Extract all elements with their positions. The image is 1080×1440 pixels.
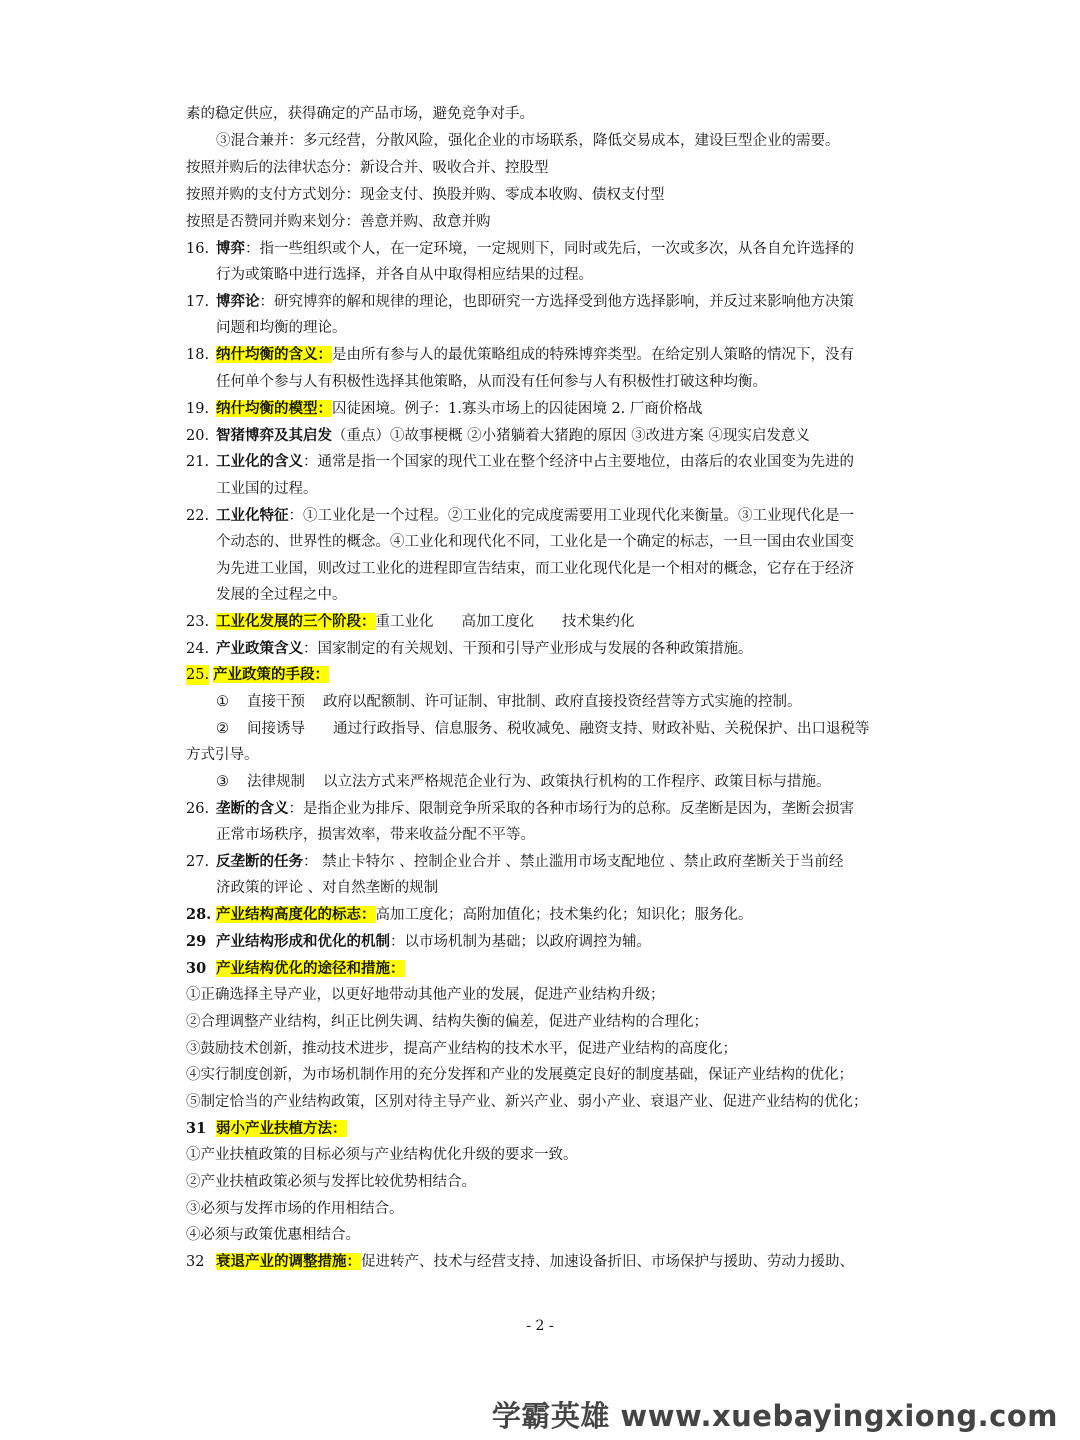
item-20: 20. 智猪博弈及其启发（重点）①故事梗概 ②小猪躺着大猪跑的原因 ③改进方案 ④现实启发意义 — [186, 427, 810, 444]
item-25-method: ① 直接干预 政府以配额制、许可证制、审批制、政府直接投资经营等方式实施的控制。 — [216, 694, 802, 710]
list-item: ④必须与政策优惠相结合。 — [186, 1227, 360, 1243]
item-31: 31 弱小产业扶植方法： — [186, 1120, 347, 1137]
highlighted-term: 工业化发展的三个阶段： — [216, 613, 376, 630]
item-26: 26. 垄断的含义：是指企业为排斥、限制竞争所采取的各种市场行为的总称。反垄断是因为，垄断会损害 — [186, 800, 854, 817]
item-17-cont: 问题和均衡的理论。 — [216, 320, 347, 336]
item-21-cont: 工业国的过程。 — [216, 481, 318, 497]
site-watermark: 学霸英雄 www.xuebayingxiong.com — [491, 1399, 1058, 1433]
list-item: ⑤制定恰当的产业结构政策，区别对待主导产业、新兴产业、弱小产业、衰退产业、促进产业结构的优化； — [186, 1094, 868, 1110]
item-24: 24. 产业政策含义：国家制定的有关规划、干预和引导产业形成与发展的各种政策措施。 — [186, 640, 753, 657]
item-18-cont: 任何单个参与人有积极性选择其他策略，从而没有任何参与人有积极性打破这种均衡。 — [216, 374, 767, 390]
term: 产业政策含义 — [216, 640, 303, 657]
highlighted-term: 产业结构高度化的标志： — [216, 906, 376, 923]
list-item: ③鼓励技术创新，推动技术进步，提高产业结构的技术水平，促进产业结构的高度化； — [186, 1041, 737, 1057]
item-22-cont: 发展的全过程之中。 — [216, 587, 347, 603]
term: 产业结构形成和优化的机制 — [216, 933, 390, 950]
item-18: 18. 纳什均衡的含义：是由所有参与人的最优策略组成的特殊博弈类型。在给定别人策略的情况下，没有 — [186, 346, 854, 363]
item-23: 23. 工业化发展的三个阶段：重工业化 高加工度化 技术集约化 — [186, 613, 635, 630]
list-item: ④实行制度创新，为市场机制作用的充分发挥和产业的发展奠定良好的制度基础，保证产业结构的优化； — [186, 1067, 853, 1083]
highlighted-term: 产业政策的手段： — [213, 666, 330, 683]
item-21: 21. 工业化的含义：通常是指一个国家的现代工业在整个经济中占主要地位，由落后的农业国变为先进的 — [186, 453, 854, 470]
item-22: 22. 工业化特征：①工业化是一个过程。②工业化的完成度需要用工业现代化来衡量。③工业现代化是一 — [186, 507, 854, 524]
list-item: ③必须与发挥市场的作用相结合。 — [186, 1201, 404, 1217]
item-27: 27. 反垄断的任务： 禁止卡特尔 、控制企业合并 、禁止滥用市场支配地位 、禁止政府垄断关于当前经 — [186, 853, 844, 870]
item-16-cont: 行为或策略中进行选择，并各自从中取得相应结果的过程。 — [216, 267, 593, 283]
list-item: ②合理调整产业结构，纠正比例失调、结构失衡的偏差，促进产业结构的合理化； — [186, 1014, 708, 1030]
highlighted-term: 纳什均衡的模型： — [216, 400, 332, 417]
highlighted-term: 衰退产业的调整措施： — [216, 1253, 361, 1270]
item-17: 17. 博弈论：研究博弈的解和规律的理论，也即研究一方选择受到他方选择影响，并反过来影响他方决策 — [186, 293, 854, 310]
item-22-cont: 为先进工业国，则改过工业化的进程即宣告结束，而工业化现代化是一个相对的概念，它存在于经济 — [216, 561, 854, 577]
item-25-method: ③ 法律规制 以立法方式来严格规范企业行为、政策执行机构的工作程序、政策目标与措施。 — [216, 774, 831, 790]
item-25-method-cont: 方式引导。 — [186, 747, 259, 763]
item-25-method: ② 间接诱导 通过行政指导、信息服务、税收减免、融资支持、财政补贴、关税保护、出口退税等 — [216, 721, 870, 737]
highlighted-term: 纳什均衡的含义： — [216, 346, 332, 363]
list-item: ①正确选择主导产业，以更好地带动其他产业的发展，促进产业结构升级； — [186, 987, 665, 1003]
text-line: ③混合兼并：多元经营，分散风险，强化企业的市场联系，降低交易成本，建设巨型企业的需要。 — [216, 133, 840, 149]
item-30: 30 产业结构优化的途径和措施： — [186, 960, 405, 977]
text-line: 按照并购的支付方式划分：现金支付、换股并购、零成本收购、债权支付型 — [186, 187, 665, 203]
highlighted-term: 弱小产业扶植方法： — [216, 1120, 347, 1137]
item-29: 29 产业结构形成和优化的机制：以市场机制为基础；以政府调控为辅。 — [186, 933, 651, 950]
text-line: 按照并购后的法律状态分：新设合并、吸收合并、控股型 — [186, 160, 549, 176]
item-25: 25. 产业政策的手段： — [186, 666, 330, 683]
page-number: - 2 - — [526, 1318, 554, 1334]
highlighted-term: 产业结构优化的途径和措施： — [216, 960, 405, 977]
item-28: 28. 产业结构高度化的标志：高加工度化；高附加值化；技术集约化；知识化；服务化。 — [186, 906, 753, 923]
term: 工业化的含义 — [216, 453, 303, 470]
list-item: ①产业扶植政策的目标必须与产业结构优化升级的要求一致。 — [186, 1147, 578, 1163]
term: 博弈论 — [216, 293, 260, 310]
term: 博弈 — [216, 240, 245, 257]
item-16: 16. 博弈：指一些组织或个人，在一定环境，一定规则下，同时或先后，一次或多次，从各自允许选择的 — [186, 240, 854, 257]
term: 反垄断的任务 — [216, 853, 303, 870]
term: 工业化特征 — [216, 507, 289, 524]
term: 垄断的含义 — [216, 800, 289, 817]
list-item: ②产业扶植政策必须与发挥比较优势相结合。 — [186, 1174, 476, 1190]
item-22-cont: 个动态的、世界性的概念。④工业化和现代化不同，工业化是一个确定的标志，一旦一国由农业国变 — [216, 534, 854, 550]
text-line: 按照是否赞同并购来划分：善意并购、敌意并购 — [186, 214, 491, 230]
term: 智猪博弈及其启发 — [216, 427, 332, 444]
item-26-cont: 正常市场秩序，损害效率，带来收益分配不平等。 — [216, 827, 535, 843]
item-19: 19. 纳什均衡的模型：囚徒困境。例子：1.寡头市场上的囚徒困境 2. 厂商价格战 — [186, 400, 703, 417]
item-32: 32 衰退产业的调整措施：促进转产、技术与经营支持、加速设备折旧、市场保护与援助、劳动力援助、 — [186, 1253, 854, 1270]
item-27-cont: 济政策的评论 、对自然垄断的规制 — [216, 880, 439, 896]
text-line: 素的稳定供应，获得确定的产品市场，避免竞争对手。 — [186, 106, 534, 122]
